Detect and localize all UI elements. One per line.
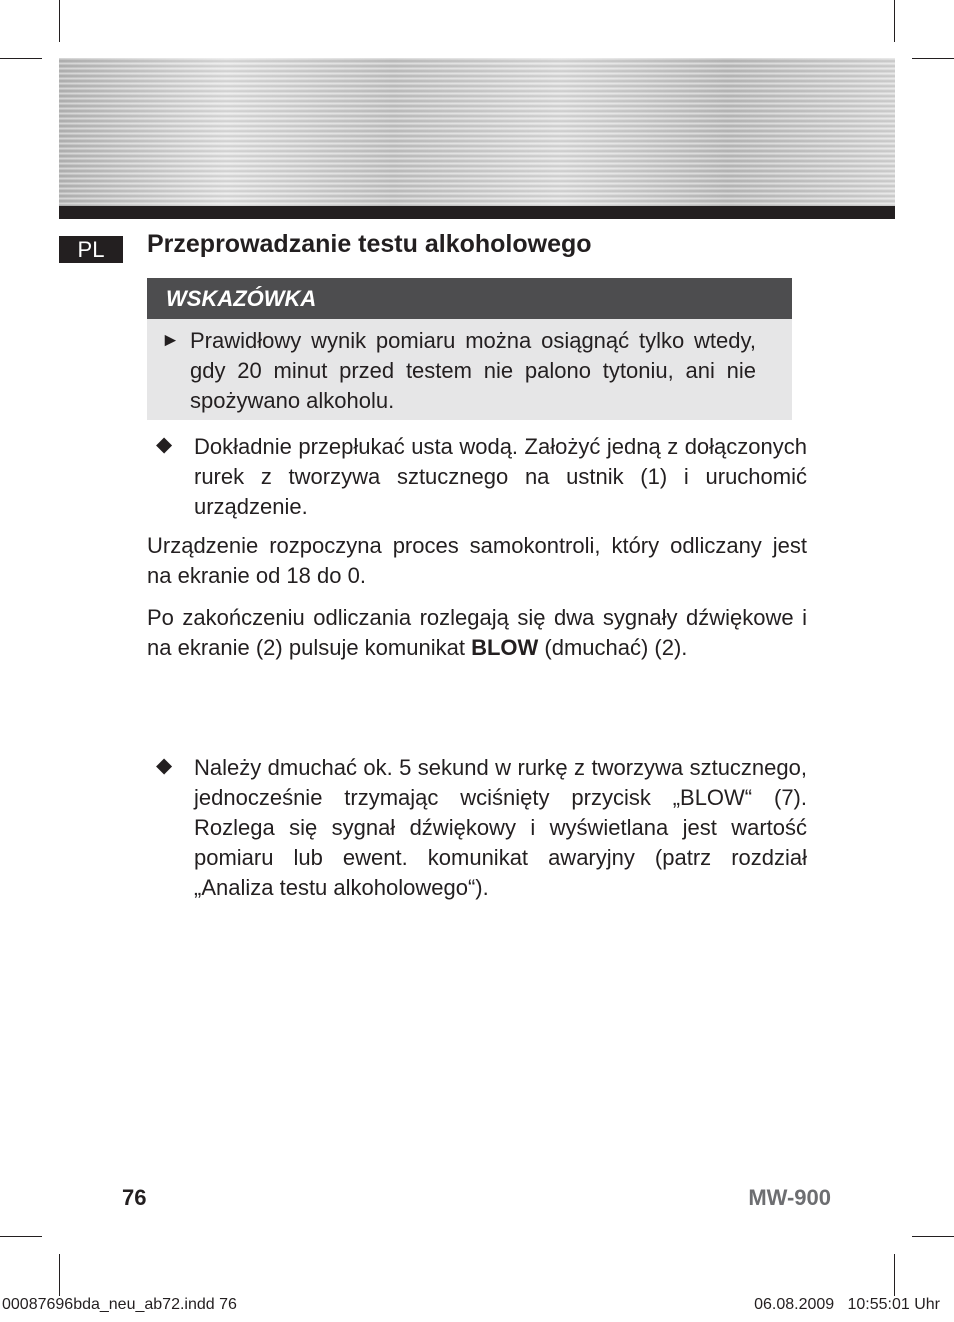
crop-mark <box>0 1236 42 1237</box>
crop-mark <box>912 58 954 59</box>
model-name: MW-900 <box>748 1185 831 1210</box>
crop-mark <box>0 58 42 59</box>
paragraph-text: (dmuchać) (2). <box>538 635 688 660</box>
language-tag: PL <box>59 236 123 263</box>
note-box <box>147 278 792 420</box>
step-rinse-mouth: Dokładnie przepłukać usta wodą. Założyć jedną z dołączonych rurek z tworzywa sztucznego na ustnik (1) i uruchomić urządzenie. <box>194 434 807 519</box>
header-rule <box>59 206 895 219</box>
note-text: Prawidłowy wynik pomiaru można osiągnąć tylko wtedy, gdy 20 minut przed testem nie palono tytoniu, ani nie spożywano alkoholu. <box>190 328 756 413</box>
blow-label: BLOW <box>471 635 539 660</box>
note-body <box>147 319 792 416</box>
paragraph-text: Po zakończeniu odliczania rozlegają się dwa sygnały dźwiękowe i na ekranie (2) pulsuje komunikat <box>147 605 807 660</box>
paragraph-self-test: Urządzenie rozpoczyna proces samokontroli, który odliczany jest na ekranie od 18 do 0. <box>147 533 807 588</box>
paragraph-blow-signal <box>147 603 807 663</box>
section-title: Przeprowadzanie testu alkoholowego <box>147 230 592 258</box>
arrow-right-icon: ► <box>161 330 180 351</box>
note-heading: WSKAZÓWKA <box>147 278 792 319</box>
brushed-metal-header <box>59 58 895 206</box>
crop-mark <box>894 1254 895 1296</box>
diamond-bullet-icon: ◆ <box>156 754 173 777</box>
page-number: 76 <box>122 1185 147 1210</box>
crop-mark <box>894 0 895 42</box>
slug-filename: 00087696bda_neu_ab72.indd 76 <box>2 1296 237 1313</box>
diamond-bullet-icon: ◆ <box>156 433 173 456</box>
crop-mark <box>912 1236 954 1237</box>
crop-mark <box>59 1254 60 1296</box>
slug-datetime: 06.08.2009 10:55:01 Uhr <box>754 1296 940 1313</box>
crop-mark <box>59 0 60 42</box>
step-blow: Należy dmuchać ok. 5 sekund w rurkę z tworzywa sztucznego, jednocześnie trzymając wciśnięty przycisk „BLOW“ (7). Rozlega się sygnał dźwiękowy i wyświetlana jest wartość pomiaru lub ewent. komunikat awaryjny (patrz rozdział „Analiza testu alkoholowego“). <box>194 755 807 900</box>
